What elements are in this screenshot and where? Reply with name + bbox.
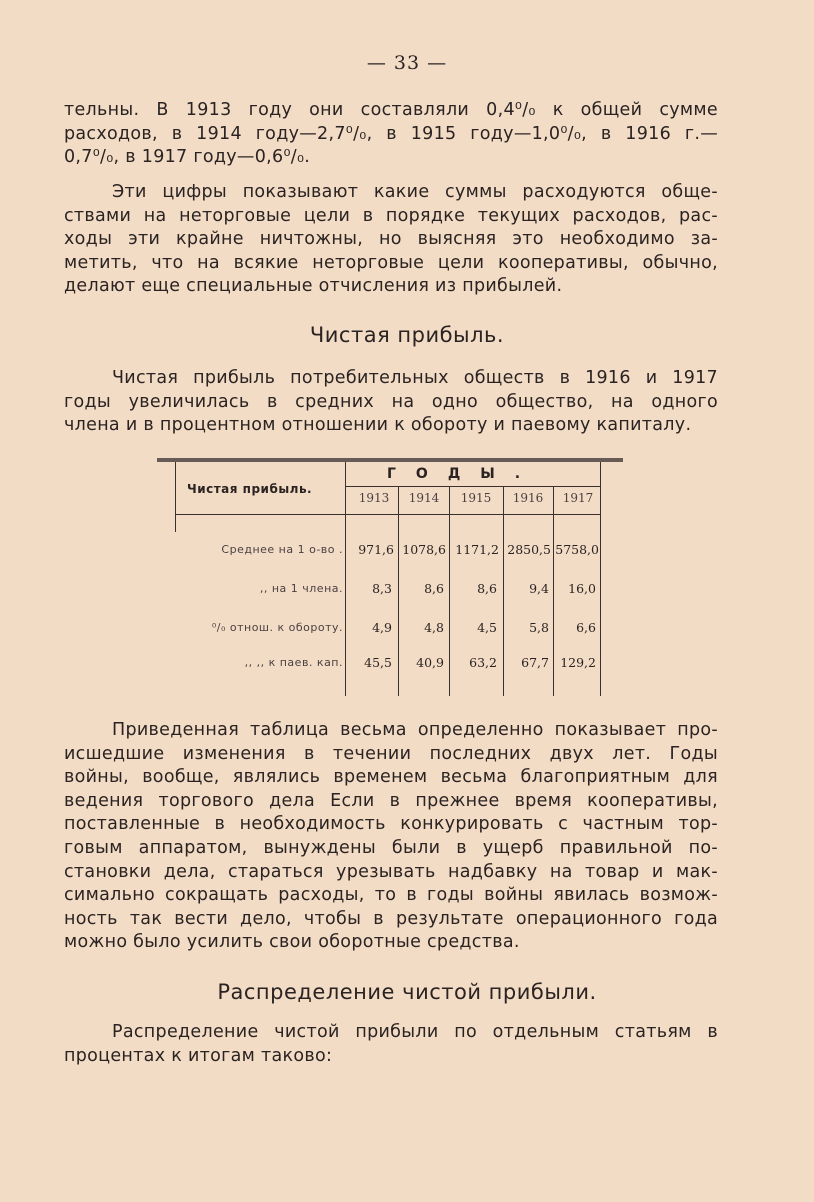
year-header: 1913 [358, 491, 390, 505]
year-header: 1915 [460, 491, 492, 505]
text-line: метить, что на всякие неторговые цели кооперативы, обычно, [64, 252, 718, 273]
paragraph-2 [64, 181, 718, 299]
table-cell: 1171,2 [455, 542, 499, 557]
table-rule [345, 486, 601, 487]
row-label: ,, ,, к паев. кап. [244, 656, 343, 669]
text-line: ность так вести дело, чтобы в результате операционного года [64, 908, 718, 929]
year-header: 1916 [512, 491, 544, 505]
table-cell: 1078,6 [402, 542, 446, 557]
row-label: Среднее на 1 о-во . [221, 543, 343, 556]
text-line: ходы эти крайне ничтожны, но выясняя это необходимо за- [64, 229, 718, 250]
table-cell: 45,5 [364, 655, 392, 670]
text-line: процентах к итогам таково: [64, 1045, 333, 1066]
year-header: 1917 [562, 491, 594, 505]
text-line: исшедшие изменения в течении последних двух лет. Годы [64, 743, 718, 764]
text-line: 0,7⁰/₀, в 1917 году—0,6⁰/₀. [64, 147, 311, 168]
table-cell: 2850,5 [507, 542, 551, 557]
text-line: Приведенная таблица весьма определенно показывает про- [112, 720, 718, 740]
net-profit-table [157, 458, 623, 696]
section-heading-profit-distribution: Распределение чистой прибыли. [217, 980, 597, 1004]
text-line: годы увеличилась в средних на одно общество, на одного [64, 391, 718, 412]
text-line: тельны. В 1913 году они составляли 0,4⁰/₀ к общей сумме [64, 100, 718, 120]
table-corner-label: Чистая прибыль. [187, 482, 313, 496]
text-line: ведения торгового дела Если в прежнее время кооперативы, [64, 790, 718, 811]
table-cell: 63,2 [469, 655, 497, 670]
table-top-rule [157, 458, 623, 462]
table-cell: 4,5 [477, 620, 497, 635]
text-line: ствами на неторговые цели в порядке текущих расходов, рас- [64, 205, 718, 226]
table-cell: 8,6 [477, 581, 497, 596]
table-rule [175, 514, 601, 515]
table-cell: 4,8 [424, 620, 444, 635]
text-line: можно было усилить свои оборотные средства. [64, 932, 520, 953]
table-cell: 67,7 [521, 655, 549, 670]
table-cell: 8,3 [372, 581, 392, 596]
text-line: войны, вообще, являлись временем весьма благоприятным для [64, 767, 718, 788]
table-cell: 971,6 [358, 542, 394, 557]
paragraph-3 [64, 367, 718, 438]
text-line: становки дела, стараться урезывать надбавку на товар и мак- [64, 861, 718, 882]
table-cell: 9,4 [529, 581, 549, 596]
paragraph-5 [64, 1021, 718, 1068]
text-line: члена и в процентном отношении к обороту и паевому капиталу. [64, 415, 692, 436]
text-line: расходов, в 1914 году—2,7⁰/₀, в 1915 году—1,0⁰/₀, в 1916 г.— [64, 123, 718, 144]
text-line: симально сокращать расходы, то в годы войны явилась возмож- [64, 885, 718, 906]
table-cell: 6,6 [576, 620, 596, 635]
table-divider [175, 462, 176, 532]
table-cell: 8,6 [424, 581, 444, 596]
year-header: 1914 [408, 491, 440, 505]
text-line: говым аппаратом, вынуждены были в ущерб правильной по- [64, 837, 718, 858]
table-cell: 40,9 [416, 655, 444, 670]
text-line: Чистая прибыль потребительных обществ в 1916 и 1917 [112, 368, 718, 388]
table-cell: 5758,0 [555, 542, 599, 557]
table-cell: 4,9 [372, 620, 392, 635]
row-label: ,, на 1 члена. [259, 582, 343, 595]
paragraph-4 [64, 719, 718, 955]
text-line: делают еще специальные отчисления из прибылей. [64, 276, 563, 297]
table-group-header: ГОДЫ. [387, 466, 541, 482]
text-line: поставленные в необходимость конкурировать с частным тор- [64, 814, 718, 835]
table-cell: 129,2 [560, 655, 596, 670]
text-line: Распределение чистой прибыли по отдельным статьям в [112, 1022, 718, 1042]
section-heading-net-profit: Чистая прибыль. [309, 323, 505, 347]
row-label: ⁰/₀ отнош. к обороту. [211, 621, 343, 634]
table-cell: 5,8 [529, 620, 549, 635]
text-line: Эти цифры показывают какие суммы расходуются обще- [112, 182, 718, 202]
paragraph-1 [64, 99, 718, 170]
table-cell: 16,0 [568, 581, 596, 596]
page-number: — 33 — [366, 52, 448, 74]
